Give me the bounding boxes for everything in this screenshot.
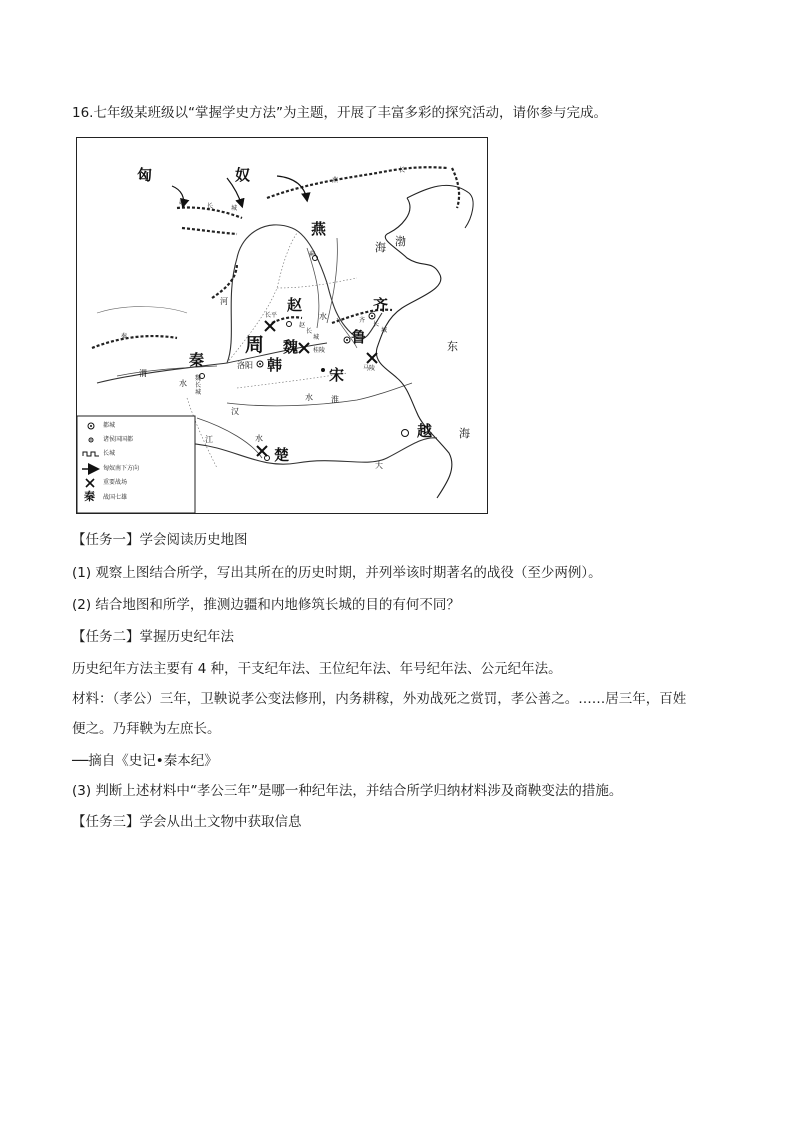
legend-battle: 重要战场 — [103, 479, 128, 486]
label-he: 河 — [220, 297, 228, 306]
label-qi-wall: 齐 — [359, 317, 366, 324]
label-wei: 魏 — [283, 338, 299, 356]
label-da: 大 — [375, 461, 383, 470]
yellow-river — [97, 225, 382, 383]
label-yan: 燕 — [311, 220, 327, 238]
label-lu: 鲁 — [351, 328, 367, 346]
label-sea-2: 海 — [459, 427, 470, 440]
huai-river — [227, 383, 412, 406]
label-wall-cheng-4: 城 — [381, 327, 388, 334]
label-jiang: 江 — [205, 435, 213, 444]
label-guiling: 桂陵 — [313, 347, 326, 354]
label-qin: 秦 — [189, 351, 205, 369]
label-sea: 海 — [375, 241, 386, 254]
label-changping: 长平 — [265, 312, 278, 319]
task1-question-2: (2) 结合地图和所学，推测边疆和内地修筑长城的目的有何不同？ — [72, 597, 460, 613]
label-qin-wall: 秦 — [121, 333, 128, 340]
label-east: 东 — [447, 340, 458, 353]
task2-intro: 历史纪年方法主要有 4 种，干支纪年法、王位纪年法、年号纪年法、公元纪年法。 — [72, 661, 562, 677]
legend-qin-sample: 秦 — [84, 490, 95, 503]
legend-capital: 都城 — [103, 422, 116, 429]
coastline — [376, 198, 452, 498]
question-stem: 16.七年级某班级以“掌握学史方法”为主题，开展了丰富多彩的探究活动，请你参与完成。 — [72, 105, 607, 121]
legend-states: 战国七雄 — [103, 494, 128, 501]
task3-title: 【任务三】学会从出土文物中获取信息 — [72, 814, 302, 830]
label-shui-2: 水 — [179, 379, 187, 388]
label-wall-chang-2: 长 — [399, 167, 406, 174]
task2-material-line-2: 便之。乃拜鞅为左庶长。 — [72, 721, 221, 737]
label-luoyang: 洛阳 — [237, 361, 253, 370]
label-maling: 马陵 — [363, 365, 376, 372]
label-wall-cheng: 城 — [231, 205, 238, 212]
label-wei-river: 渭 — [139, 369, 147, 378]
legend-state-capital: 诸侯国国都 — [103, 436, 134, 443]
legend-xiongnu-move: 匈奴南下方向 — [103, 465, 140, 472]
label-qi: 齐 — [373, 296, 389, 314]
label-wall-cheng-3: 城 — [195, 389, 202, 396]
label-wall-chang-5: 长 — [306, 328, 313, 335]
label-han: 韩 — [267, 356, 283, 374]
qin-wall — [92, 333, 177, 348]
label-zhao: 赵 — [287, 296, 303, 314]
label-wei-wall: 魏 — [195, 375, 202, 382]
legend-wall: 长城 — [103, 450, 116, 457]
label-wall-cheng-5: 城 — [313, 334, 320, 341]
label-ji: 蓟 — [309, 251, 316, 258]
xiongnu-arrow — [277, 176, 307, 200]
label-chu: 楚 — [274, 446, 290, 464]
label-wall-chang-3: 长 — [195, 382, 202, 389]
label-han-river: 汉 — [231, 407, 239, 416]
label-yue: 越 — [417, 422, 433, 440]
label-xiongnu-1: 匈 — [137, 166, 153, 184]
label-huai: 淮 — [331, 395, 339, 404]
label-zhao-wall: 赵 — [179, 199, 186, 206]
label-wall-chang-4: 长 — [373, 321, 380, 328]
label-shui-3: 水 — [305, 393, 313, 402]
task1-title: 【任务一】学会阅读历史地图 — [72, 532, 248, 548]
coastline-northeast — [407, 185, 473, 228]
label-song: 宋 — [329, 366, 345, 384]
task2-source: ──摘自《史记•秦本纪》 — [72, 753, 218, 769]
task2-material-line-1: 材料：（孝公）三年，卫鞅说孝公变法修刑，内务耕稼，外劝战死之赏罚，孝公善之。……居三年，百姓 — [72, 691, 687, 707]
label-shui: 水 — [319, 312, 327, 321]
task1-question-1: (1) 观察上图结合所学，写出其所在的历史时期，并列举该时期著名的战役（至少两例）。 — [72, 565, 602, 581]
label-zhao-city-wall: 赵 — [299, 322, 306, 329]
warring-states-map — [76, 137, 488, 514]
label-shui-4: 水 — [255, 434, 263, 443]
label-xiongnu-2: 奴 — [235, 166, 251, 184]
task2-question-3: (3) 判断上述材料中“孝公三年”是哪一种纪年法，并结合所学归纳材料涉及商鞅变法的措施。 — [72, 783, 623, 799]
task2-title: 【任务二】掌握历史纪年法 — [72, 629, 234, 645]
label-wall-chang: 长 — [207, 203, 214, 210]
yan-wall — [267, 167, 447, 198]
label-zhou: 周 — [245, 334, 265, 356]
label-yan-wall: 燕 — [332, 177, 339, 184]
wei-wall — [212, 263, 237, 298]
label-bohai: 渤 — [395, 235, 406, 248]
